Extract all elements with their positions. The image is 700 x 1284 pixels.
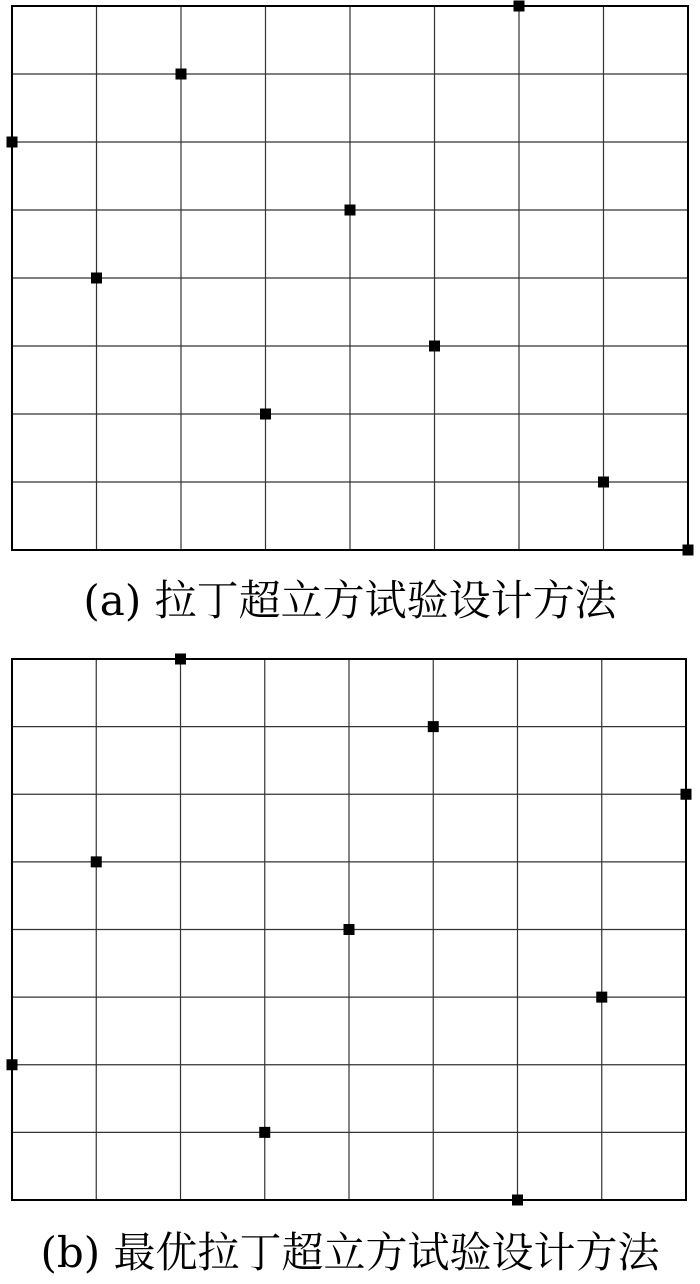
panel-b-point-1 [7, 1059, 18, 1070]
panel-a-point-2 [91, 273, 102, 284]
panel-b-point-2 [91, 856, 102, 867]
panel-b-point-8 [596, 992, 607, 1003]
panel-a-point-4 [260, 409, 271, 420]
panel-a-point-7 [514, 1, 525, 12]
panel-a-point-6 [429, 341, 440, 352]
panel-a-plot [7, 1, 694, 556]
panel-b-point-4 [259, 1127, 270, 1138]
panel-a-point-1 [7, 137, 18, 148]
panel-a-point-8 [598, 477, 609, 488]
panel-b-plot [7, 654, 692, 1206]
panel-a-point-3 [176, 69, 187, 80]
caption-a: (a) 拉丁超立方试验设计方法 [83, 576, 617, 625]
caption-b: (b) 最优拉丁超立方试验设计方法 [40, 1228, 660, 1277]
panel-b-point-7 [512, 1195, 523, 1206]
panel-a-point-9 [683, 545, 694, 556]
panel-b-point-3 [175, 654, 186, 665]
panel-b-point-5 [344, 924, 355, 935]
panel-b-point-9 [681, 789, 692, 800]
panel-b-point-6 [428, 721, 439, 732]
panel-a-point-5 [345, 205, 356, 216]
